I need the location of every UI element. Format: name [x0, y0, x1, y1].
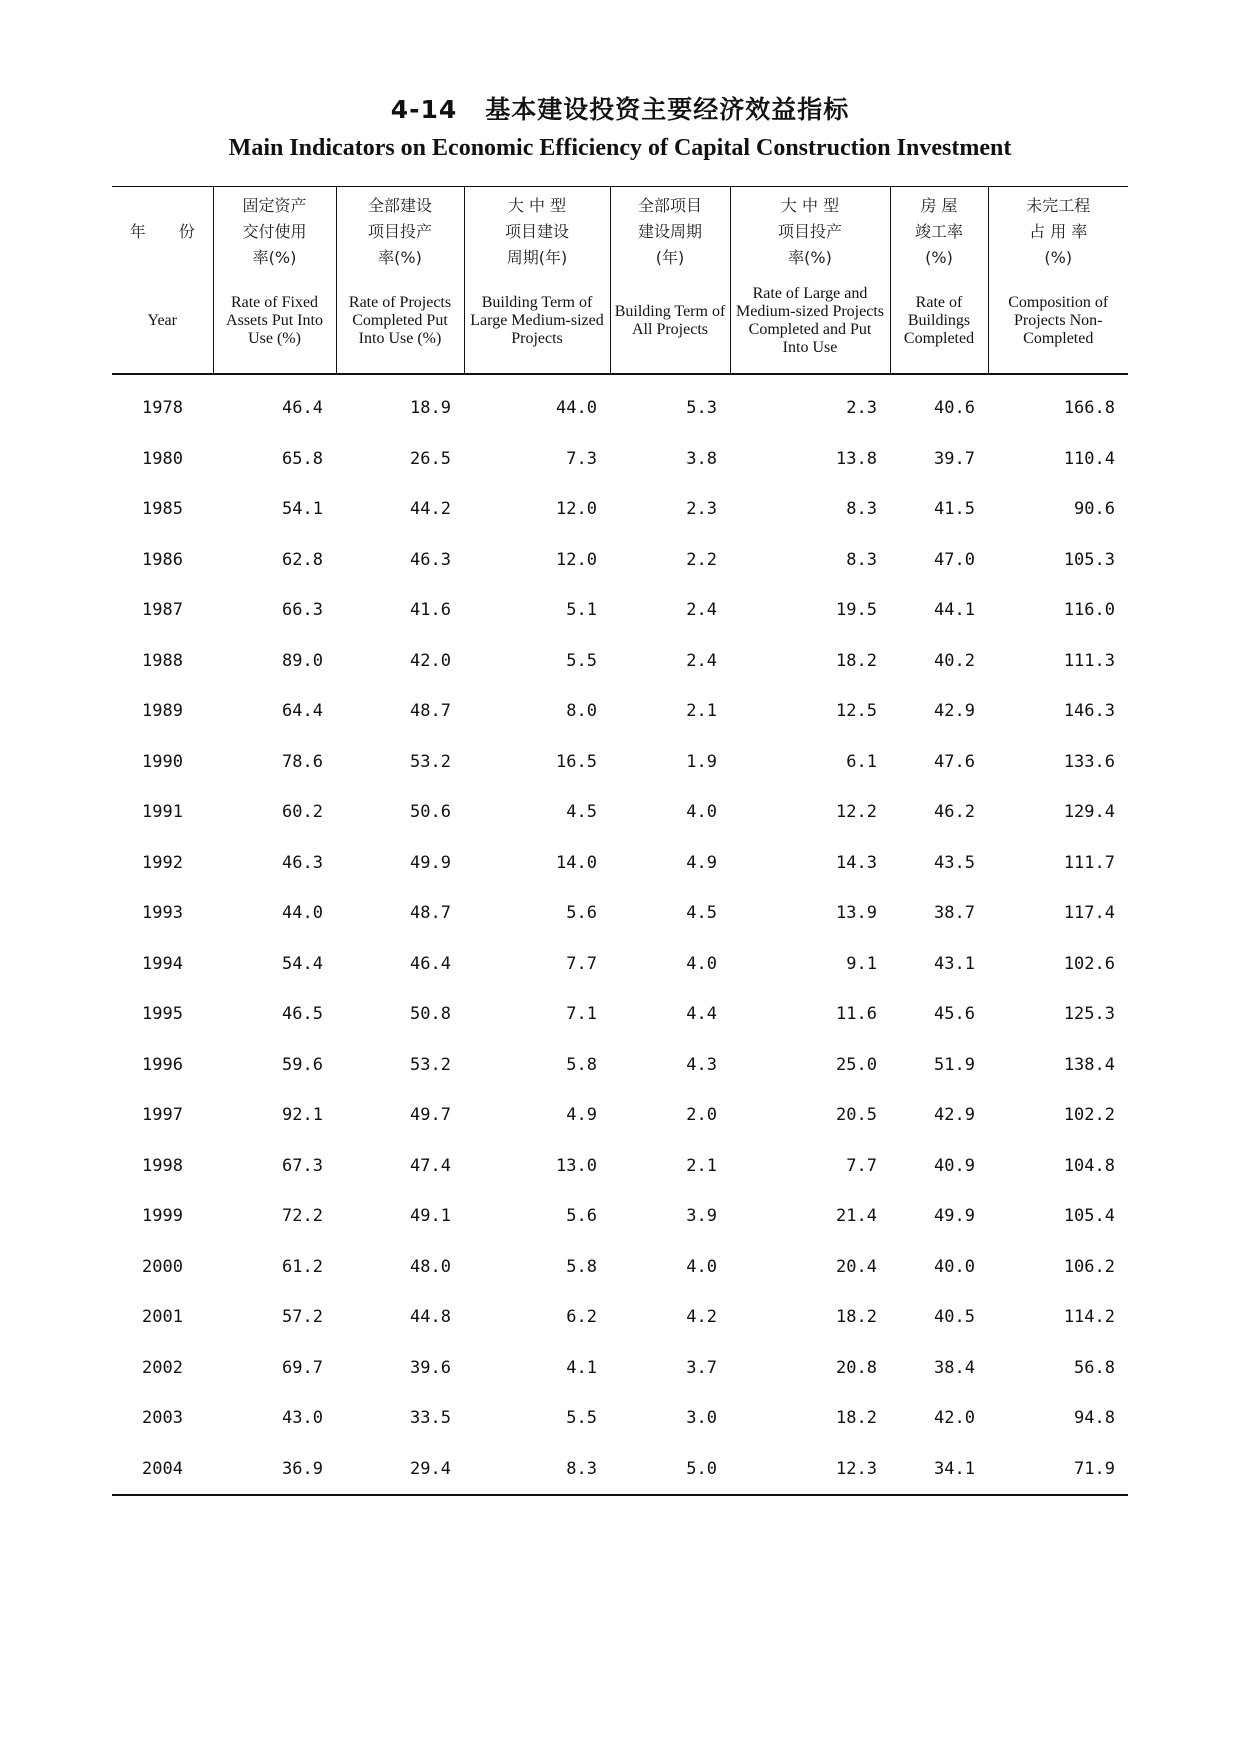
value-cell: 4.1: [566, 1357, 597, 1378]
value-cell: 11.6: [836, 1004, 877, 1025]
value-cell: 5.6: [566, 903, 597, 924]
column-header-chinese: [214, 193, 336, 271]
value-cell: 43.0: [282, 1408, 323, 1429]
value-cell: 5.8: [566, 1256, 597, 1277]
table-row: [112, 989, 1128, 1040]
table-row: [112, 374, 1128, 434]
value-cell: 2.3: [686, 499, 717, 520]
value-cell: 44.8: [410, 1307, 451, 1328]
value-cell: 40.0: [934, 1256, 975, 1277]
header-chinese-line: 项目投产: [777, 222, 842, 241]
table-row: [112, 1343, 1128, 1394]
value-cell: 46.3: [410, 549, 451, 570]
value-cell: 44.2: [410, 499, 451, 520]
table-body: [112, 374, 1128, 1495]
value-cell: 72.2: [282, 1206, 323, 1227]
value-cell: 13.9: [836, 903, 877, 924]
page-title-chinese: [0, 90, 1240, 126]
year-cell: 1988: [142, 650, 183, 671]
header-chinese-line: 大 中 型: [780, 196, 840, 215]
value-cell: 48.7: [410, 701, 451, 722]
table-header-row: [112, 187, 1128, 375]
value-cell: 3.0: [686, 1408, 717, 1429]
value-cell: 9.1: [846, 953, 877, 974]
table-row: [112, 636, 1128, 687]
value-cell: 54.1: [282, 499, 323, 520]
column-header-1: [213, 187, 336, 375]
value-cell: 20.8: [836, 1357, 877, 1378]
value-cell: 38.4: [934, 1357, 975, 1378]
header-chinese-line: 项目投产: [367, 222, 432, 241]
header-chinese-line: 项目建设: [504, 222, 569, 241]
value-cell: 117.4: [1063, 903, 1115, 924]
column-header-chinese: [337, 193, 464, 271]
value-cell: 4.2: [686, 1307, 717, 1328]
header-chinese-line: 竣工率: [914, 222, 963, 241]
value-cell: 34.1: [890, 1444, 988, 1496]
value-cell: 8.3: [846, 549, 877, 570]
table-row: [112, 838, 1128, 889]
value-cell: 19.5: [836, 600, 877, 621]
column-header-5: [730, 187, 890, 375]
value-cell: 53.2: [410, 1054, 451, 1075]
value-cell: 57.2: [282, 1307, 323, 1328]
column-header-3: [464, 187, 610, 375]
value-cell: 40.5: [934, 1307, 975, 1328]
value-cell: 46.5: [282, 1004, 323, 1025]
value-cell: 65.8: [282, 448, 323, 469]
value-cell: 54.4: [282, 953, 323, 974]
value-cell: 29.4: [336, 1444, 464, 1496]
value-cell: 16.5: [556, 751, 597, 772]
value-cell: 46.4: [410, 953, 451, 974]
value-cell: 49.9: [934, 1206, 975, 1227]
value-cell: 12.0: [556, 499, 597, 520]
column-header-6: [890, 187, 988, 375]
value-cell: 138.4: [1063, 1054, 1115, 1075]
value-cell: 1.9: [686, 751, 717, 772]
value-cell: 102.2: [1063, 1105, 1115, 1126]
value-cell: 2.1: [686, 1155, 717, 1176]
table-row: [112, 1090, 1128, 1141]
value-cell: 116.0: [1063, 600, 1115, 621]
value-cell: 21.4: [836, 1206, 877, 1227]
table-row: [112, 1141, 1128, 1192]
table-row: [112, 1292, 1128, 1343]
year-cell: 2000: [142, 1256, 183, 1277]
table-row: [112, 1393, 1128, 1444]
value-cell: 4.5: [686, 903, 717, 924]
value-cell: 39.6: [410, 1357, 451, 1378]
value-cell: 49.9: [410, 852, 451, 873]
header-chinese-line: 未完工程: [1026, 196, 1091, 215]
column-header-chinese: [611, 193, 730, 271]
year-cell: 2001: [142, 1307, 183, 1328]
value-cell: 4.9: [566, 1105, 597, 1126]
year-cell: 1992: [142, 852, 183, 873]
header-chinese-line: 建设周期: [637, 222, 702, 241]
header-chinese-line: 房 屋: [920, 196, 958, 215]
value-cell: 50.6: [410, 802, 451, 823]
column-header-chinese: [731, 193, 890, 271]
value-cell: 18.9: [410, 398, 451, 419]
value-cell: 64.4: [282, 701, 323, 722]
value-cell: 44.1: [934, 600, 975, 621]
column-header-chinese: [465, 193, 610, 271]
value-cell: 46.3: [282, 852, 323, 873]
value-cell: 44.0: [282, 903, 323, 924]
value-cell: 8.3: [846, 499, 877, 520]
value-cell: 49.1: [410, 1206, 451, 1227]
year-cell: 1998: [142, 1155, 183, 1176]
value-cell: 13.8: [836, 448, 877, 469]
value-cell: 12.3: [730, 1444, 890, 1496]
value-cell: 47.0: [934, 549, 975, 570]
header-chinese-line: 固定资产: [242, 196, 307, 215]
year-cell: 2003: [142, 1408, 183, 1429]
table-number: 4-14: [390, 95, 458, 124]
value-cell: 40.9: [934, 1155, 975, 1176]
value-cell: 8.3: [464, 1444, 610, 1496]
value-cell: 66.3: [282, 600, 323, 621]
column-header-4: [610, 187, 730, 375]
value-cell: 50.8: [410, 1004, 451, 1025]
value-cell: 102.6: [1063, 953, 1115, 974]
value-cell: 2.1: [686, 701, 717, 722]
value-cell: 2.2: [686, 549, 717, 570]
value-cell: 114.2: [1063, 1307, 1115, 1328]
column-header-english: Building Term of All Projects: [614, 303, 726, 338]
value-cell: 18.2: [836, 650, 877, 671]
value-cell: 7.7: [566, 953, 597, 974]
value-cell: 12.2: [836, 802, 877, 823]
value-cell: 20.4: [836, 1256, 877, 1277]
header-chinese-line: 全部建设: [367, 196, 432, 215]
value-cell: 44.0: [556, 398, 597, 419]
value-cell: 71.9: [988, 1444, 1128, 1496]
year-cell: 2004: [112, 1444, 213, 1496]
value-cell: 2.4: [686, 600, 717, 621]
value-cell: 46.4: [282, 398, 323, 419]
value-cell: 33.5: [410, 1408, 451, 1429]
value-cell: 48.7: [410, 903, 451, 924]
header-chinese-line: (年): [655, 248, 685, 267]
value-cell: 62.8: [282, 549, 323, 570]
table-row: [112, 686, 1128, 737]
year-cell: 1995: [142, 1004, 183, 1025]
header-chinese-line: 交付使用: [242, 222, 307, 241]
value-cell: 6.1: [846, 751, 877, 772]
year-cell: 1996: [142, 1054, 183, 1075]
value-cell: 111.3: [1063, 650, 1115, 671]
year-cell: 1999: [142, 1206, 183, 1227]
year-cell: 2002: [142, 1357, 183, 1378]
value-cell: 89.0: [282, 650, 323, 671]
column-header-chinese: [112, 219, 213, 245]
value-cell: 4.0: [686, 1256, 717, 1277]
year-cell: 1986: [142, 549, 183, 570]
header-chinese-line: (%): [1044, 248, 1073, 267]
value-cell: 5.3: [686, 398, 717, 419]
year-cell: 1997: [142, 1105, 183, 1126]
value-cell: 125.3: [1063, 1004, 1115, 1025]
value-cell: 3.9: [686, 1206, 717, 1227]
year-cell: 1987: [142, 600, 183, 621]
value-cell: 5.8: [566, 1054, 597, 1075]
value-cell: 5.0: [610, 1444, 730, 1496]
table-row: [112, 535, 1128, 586]
value-cell: 105.4: [1063, 1206, 1115, 1227]
value-cell: 5.6: [566, 1206, 597, 1227]
column-header-english: Rate of Large and Medium-sized Projects Completed and Put Into Use: [736, 285, 884, 356]
column-header-english: Rate of Fixed Assets Put Into Use (%): [226, 294, 323, 347]
table-row: [112, 737, 1128, 788]
title-chinese-text: 基本建设投资主要经济效益指标: [485, 95, 850, 124]
value-cell: 5.5: [566, 1408, 597, 1429]
value-cell: 38.7: [934, 903, 975, 924]
table-row: [112, 888, 1128, 939]
value-cell: 43.1: [934, 953, 975, 974]
table-row: [112, 585, 1128, 636]
value-cell: 90.6: [1074, 499, 1115, 520]
value-cell: 43.5: [934, 852, 975, 873]
value-cell: 2.4: [686, 650, 717, 671]
year-cell: 1989: [142, 701, 183, 722]
value-cell: 106.2: [1063, 1256, 1115, 1277]
value-cell: 56.8: [1074, 1357, 1115, 1378]
value-cell: 42.9: [934, 1105, 975, 1126]
value-cell: 105.3: [1063, 549, 1115, 570]
year-cell: 1994: [142, 953, 183, 974]
column-header-english: Building Term of Large Medium-sized Projects: [470, 294, 604, 347]
value-cell: 133.6: [1063, 751, 1115, 772]
value-cell: 42.9: [934, 701, 975, 722]
value-cell: 4.0: [686, 802, 717, 823]
year-cell: 1990: [142, 751, 183, 772]
page-title-english: Main Indicators on Economic Efficiency of Capital Construction Investment: [228, 135, 1012, 161]
header-chinese-line: 占 用 率: [1029, 222, 1088, 241]
header-chinese-line: 率(%): [788, 248, 832, 267]
column-header-english: Rate of Projects Completed Put Into Use (%): [348, 294, 452, 347]
value-cell: 53.2: [410, 751, 451, 772]
value-cell: 5.1: [566, 600, 597, 621]
value-cell: 110.4: [1063, 448, 1115, 469]
table-row: [112, 1040, 1128, 1091]
value-cell: 104.8: [1063, 1155, 1115, 1176]
value-cell: 7.1: [566, 1004, 597, 1025]
value-cell: 12.5: [836, 701, 877, 722]
table-row: [112, 1191, 1128, 1242]
value-cell: 14.0: [556, 852, 597, 873]
value-cell: 3.7: [686, 1357, 717, 1378]
table-row: [112, 484, 1128, 535]
year-cell: 1985: [142, 499, 183, 520]
year-cell: 1993: [142, 903, 183, 924]
value-cell: 42.0: [934, 1408, 975, 1429]
value-cell: 4.5: [566, 802, 597, 823]
header-chinese-line: 率(%): [252, 248, 297, 267]
header-chinese-line: (%): [925, 248, 953, 267]
value-cell: 39.7: [934, 448, 975, 469]
value-cell: 40.2: [934, 650, 975, 671]
value-cell: 7.3: [566, 448, 597, 469]
value-cell: 18.2: [836, 1307, 877, 1328]
value-cell: 12.0: [556, 549, 597, 570]
value-cell: 40.6: [934, 398, 975, 419]
value-cell: 5.5: [566, 650, 597, 671]
value-cell: 47.6: [934, 751, 975, 772]
column-header-english: Year: [147, 312, 177, 329]
table-row: [112, 434, 1128, 485]
value-cell: 78.6: [282, 751, 323, 772]
value-cell: 36.9: [213, 1444, 336, 1496]
value-cell: 51.9: [934, 1054, 975, 1075]
value-cell: 45.6: [934, 1004, 975, 1025]
header-chinese-line: 率(%): [378, 248, 422, 267]
value-cell: 25.0: [836, 1054, 877, 1075]
value-cell: 20.5: [836, 1105, 877, 1126]
column-header-english: Rate of Buildings Completed: [903, 294, 975, 347]
column-header-7: [988, 187, 1128, 375]
value-cell: 41.6: [410, 600, 451, 621]
value-cell: 4.9: [686, 852, 717, 873]
table-row: [112, 939, 1128, 990]
table-row: [112, 787, 1128, 838]
value-cell: 4.3: [686, 1054, 717, 1075]
value-cell: 61.2: [282, 1256, 323, 1277]
value-cell: 14.3: [836, 852, 877, 873]
column-header-english: Composition of Projects Non-Completed: [1008, 294, 1109, 347]
column-header-chinese: [989, 193, 1129, 271]
table-row: [112, 1444, 1128, 1496]
header-chinese-line: 年 份: [129, 222, 209, 241]
header-chinese-line: 全部项目: [637, 196, 702, 215]
value-cell: 47.4: [410, 1155, 451, 1176]
value-cell: 49.7: [410, 1105, 451, 1126]
value-cell: 4.4: [686, 1004, 717, 1025]
value-cell: 129.4: [1063, 802, 1115, 823]
value-cell: 18.2: [836, 1408, 877, 1429]
value-cell: 2.0: [686, 1105, 717, 1126]
year-cell: 1980: [142, 448, 183, 469]
value-cell: 13.0: [556, 1155, 597, 1176]
value-cell: 92.1: [282, 1105, 323, 1126]
header-chinese-line: 周期(年): [506, 248, 568, 267]
year-cell: 1991: [142, 802, 183, 823]
value-cell: 60.2: [282, 802, 323, 823]
column-header-0: [112, 187, 213, 375]
value-cell: 146.3: [1063, 701, 1115, 722]
value-cell: 46.2: [934, 802, 975, 823]
value-cell: 111.7: [1063, 852, 1115, 873]
value-cell: 7.7: [846, 1155, 877, 1176]
value-cell: 26.5: [410, 448, 451, 469]
table-row: [112, 1242, 1128, 1293]
value-cell: 6.2: [566, 1307, 597, 1328]
value-cell: 2.3: [846, 398, 877, 419]
value-cell: 69.7: [282, 1357, 323, 1378]
value-cell: 3.8: [686, 448, 717, 469]
column-header-chinese: [891, 193, 988, 271]
value-cell: 41.5: [934, 499, 975, 520]
value-cell: 166.8: [1063, 398, 1115, 419]
header-chinese-line: 大 中 型: [507, 196, 567, 215]
column-header-2: [336, 187, 464, 375]
value-cell: 42.0: [410, 650, 451, 671]
value-cell: 48.0: [410, 1256, 451, 1277]
value-cell: 4.0: [686, 953, 717, 974]
value-cell: 59.6: [282, 1054, 323, 1075]
indicators-table: [112, 186, 1128, 1496]
year-cell: 1978: [142, 398, 183, 419]
value-cell: 8.0: [566, 701, 597, 722]
value-cell: 94.8: [1074, 1408, 1115, 1429]
value-cell: 67.3: [282, 1155, 323, 1176]
